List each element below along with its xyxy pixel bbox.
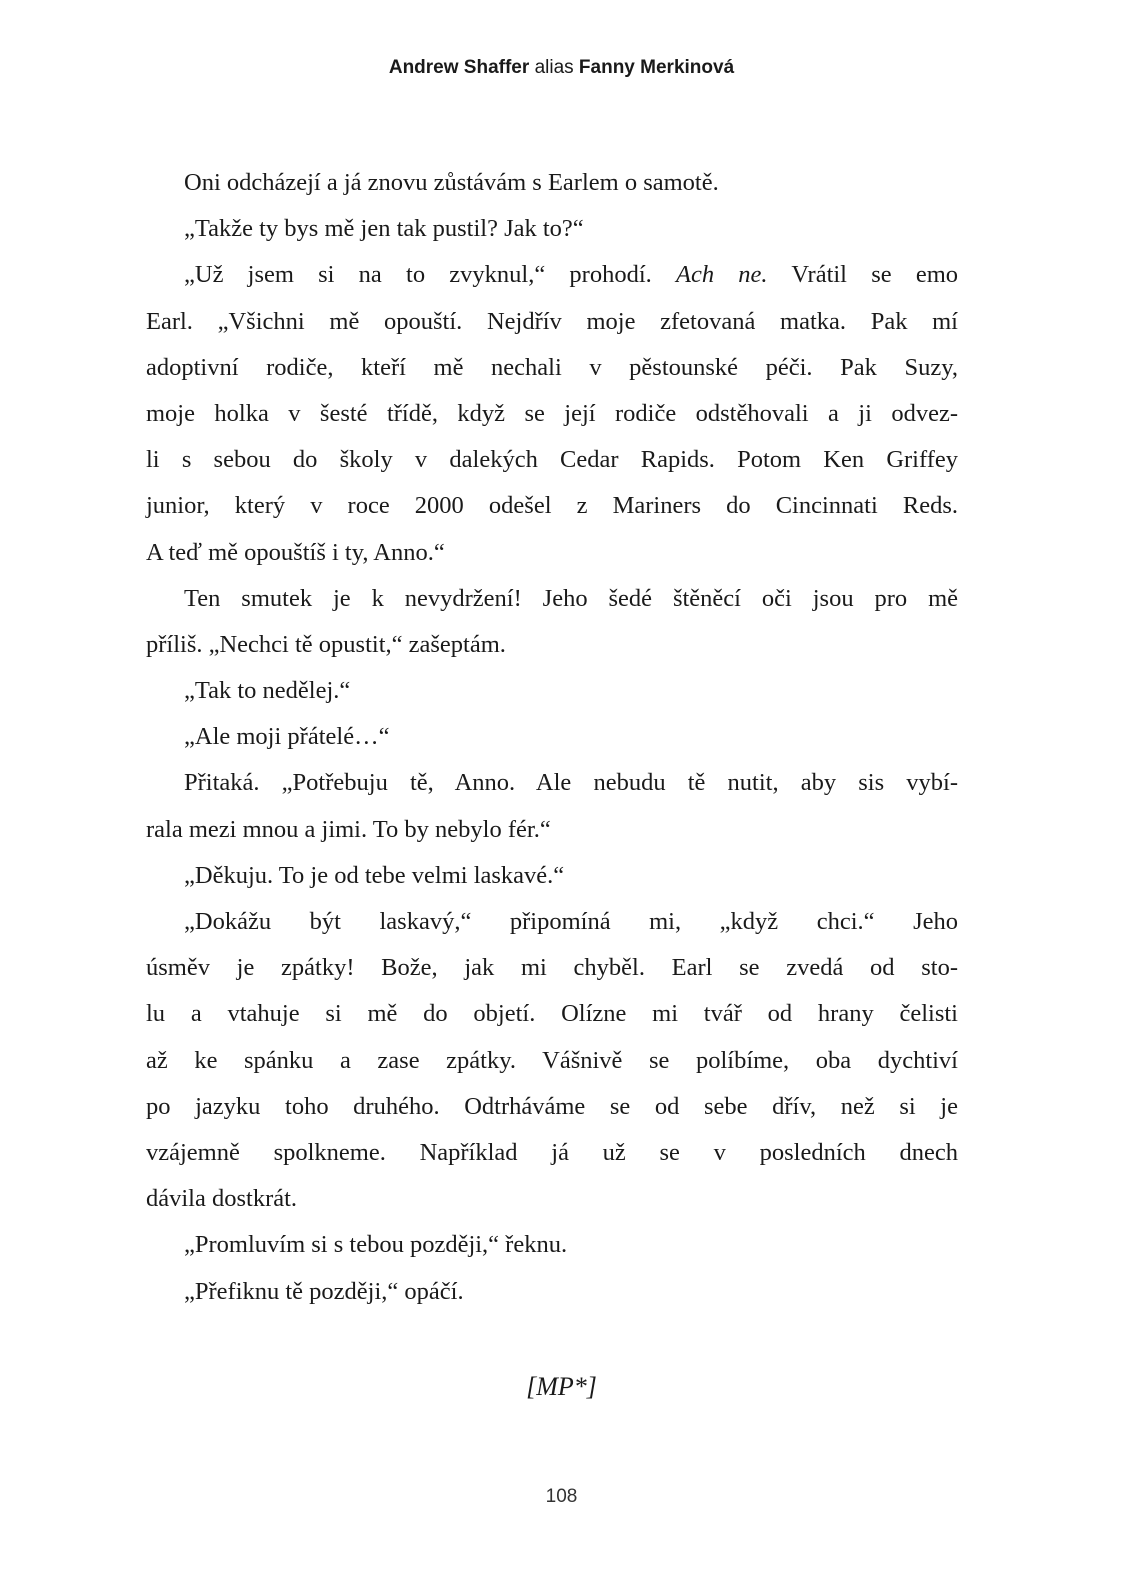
text-line: A teď mě opouštíš i ty, Anno.“ (146, 538, 445, 566)
text-line: Earl. „Všichni mě opouští. Nejdřív moje zfetovaná matka. Pak mí (146, 307, 958, 335)
text-line: rala mezi mnou a jimi. To by nebylo fér.“ (146, 815, 551, 843)
text-line: adoptivní rodiče, kteří mě nechali v pěstounské péči. Pak Suzy, (146, 353, 958, 381)
text-line: až ke spánku a zase zpátky. Vášnivě se políbíme, oba dychtiví (146, 1046, 958, 1074)
section-mark: [MP*] (526, 1372, 597, 1401)
text-line: Přitaká. „Potřebuju tě, Anno. Ale nebudu tě nutit, aby sis vybí- (184, 769, 958, 797)
italic-text: Ach ne. (675, 261, 768, 289)
author-name: Andrew Shaffer (388, 57, 530, 78)
page-number: 108 (545, 1486, 578, 1507)
text-line: „Ale moji přátelé…“ (184, 723, 390, 751)
text-line: dávila dostkrát. (146, 1185, 298, 1213)
text-line: vzájemně spolkneme. Například já už se v posledních dnech (146, 1138, 958, 1166)
alias-word: alias (534, 57, 574, 78)
body-text (146, 163, 958, 1318)
text-line: příliš. „Nechci tě opustit,“ zašeptám. (146, 630, 506, 658)
text-line: „Děkuju. To je od tebe velmi laskavé.“ (184, 861, 565, 889)
text-line: Ten smutek je k nevydržení! Jeho šedé štěněcí oči jsou pro mě (184, 584, 958, 612)
pseudonym: Fanny Merkinová (578, 57, 735, 78)
text-line: Oni odcházejí a já znovu zůstávám s Earlem o samotě. (184, 169, 719, 196)
text-line: „Tak to nedělej.“ (184, 677, 351, 705)
text-line: „Takže ty bys mě jen tak pustil? Jak to?“ (184, 215, 584, 243)
text-line: „Promluvím si s tebou později,“ řeknu. (184, 1231, 568, 1259)
text-line: moje holka v šesté třídě, když se její rodiče odstěhovali a ji odvez- (146, 399, 958, 427)
text-line: po jazyku toho druhého. Odtrháváme se od sebe dřív, než si je (146, 1092, 958, 1120)
text-line: li s sebou do školy v dalekých Cedar Rapids. Potom Ken Griffey (146, 446, 958, 474)
text-line: junior, který v roce 2000 odešel z Mariners do Cincinnati Reds. (146, 492, 958, 520)
text-line: „Přefiknu tě později,“ opáčí. (184, 1277, 464, 1305)
text-span: „Už jsem si na to zvyknul,“ prohodí. (184, 261, 676, 289)
text-line (146, 255, 958, 301)
text-line: úsměv je zpátky! Bože, jak mi chyběl. Earl se zvedá od sto- (146, 954, 958, 982)
text-line: lu a vtahuje si mě do objetí. Olízne mi tvář od hrany čelisti (146, 1000, 958, 1028)
text-line: „Dokážu být laskavý,“ připomíná mi, „když chci.“ Jeho (184, 908, 958, 935)
running-header (0, 57, 1123, 79)
text-span: Vrátil se emo (767, 261, 959, 289)
